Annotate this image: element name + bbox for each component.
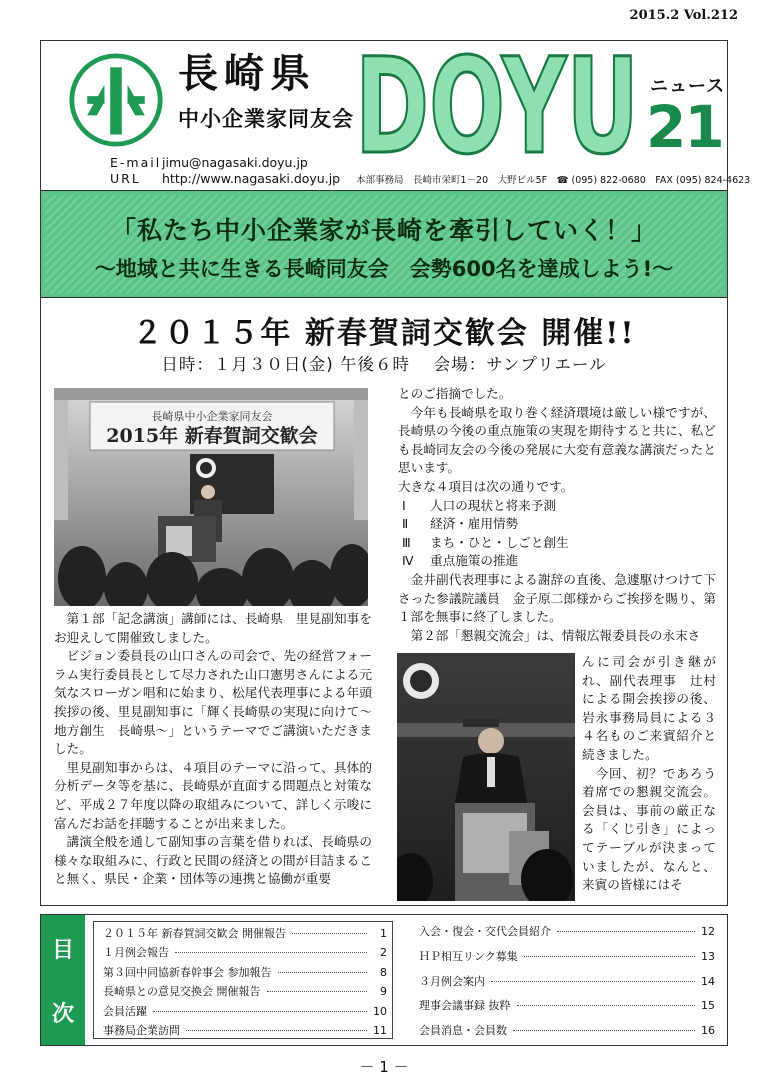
article-paragraph: 第２部「懇親交流会」は、情報広報委員長の永末さ xyxy=(410,627,701,643)
list-item: Ⅰ 人口の現状と将来予測 xyxy=(402,497,556,513)
toc-label-char-1: 目 xyxy=(51,938,74,963)
org-subtitle: 中小企業家同友会 xyxy=(178,107,354,131)
article-paragraph: ビジョン委員長の山口さんの司会で、先の経営フォーラム実行委員長として尽力された山口憲男さんによる元気なスローガン唱和に始まり、松尾代表理事による年頭挨拶の後、里見副知事に「輝く長崎県の実現に向けて～地方創生 長崎県～」というテーマでご講演いただきました。 xyxy=(54,648,372,757)
article-left-column xyxy=(54,610,372,889)
toc-item[interactable]: 第３回中同協新春幹事会 参加報告 8 xyxy=(103,965,387,979)
article-paragraph: 今回、初？であろう着席での懇親交流会。会員は、事前の厳正なる「くじ引き」によってテーブルが決まっていましたが、なんと、来賓の皆様にはそ xyxy=(582,765,716,893)
table-of-contents xyxy=(40,914,728,1046)
email-label: E-mail xyxy=(110,155,162,170)
article-wrap-column xyxy=(582,653,716,895)
toc-item[interactable]: ＨＰ相互リンク募集 13 xyxy=(419,949,715,963)
list-item: Ⅱ 経済・雇用情勢 xyxy=(402,516,519,532)
slogan-line-2: ～地域と共に生きる長崎同友会 会勢600名を達成しよう!～ xyxy=(94,257,674,281)
toc-left-list xyxy=(103,925,387,1041)
article-paragraph: んに司会が引き継がれ、副代表理事 辻村による開会挨拶の後、岩永事務局員による３４名ものご来賓紹介と続きました。 xyxy=(582,654,716,762)
doyukai-emblem-icon xyxy=(68,52,164,148)
banner-pattern xyxy=(45,195,723,293)
page-number: － 1 － xyxy=(359,1058,409,1076)
article-dateline: 日時：１月３０日(金) 午後６時 会場：サンプリエール xyxy=(161,355,607,374)
email-address[interactable]: jimu@nagasaki.doyu.jp xyxy=(162,155,308,170)
article-paragraph: 里見副知事からは、４項目のテーマに沿って、具体的分析データ等を基に、長崎県が直面する問題点と対策など、平成２７年度以降の取組みについて、詳しく示唆に富んだお話を拝聴することが出来ました。 xyxy=(54,759,372,831)
article-right-column xyxy=(398,385,716,645)
article-paragraph: 金井副代表理事による謝辞の直後、急遽駆けつけて下さった参議院議員 金子原二郎様からご挨拶を賜り、第１部を無事に終了しました。 xyxy=(398,571,716,625)
toc-label-char-2: 次 xyxy=(51,1002,74,1027)
article-paragraph: 第１部「記念講演」講師には、長崎県 里見副知事をお迎えして開催致しました。 xyxy=(54,611,372,645)
article-paragraph: 講演全般を通して副知事の言葉を借りれば、長崎県の様々な取組みに、行政と民間の経済との間が目詰まること無く、県民・企業・団体等の連携と協働が重要 xyxy=(54,834,372,887)
website-url[interactable]: http://www.nagasaki.doyu.jp xyxy=(162,171,341,186)
article-paragraph: 大きな４項目は次の通りです。 xyxy=(398,478,574,494)
event-photo-main xyxy=(54,388,368,606)
issue-label: 2015.2 Vol.212 xyxy=(629,8,738,23)
slogan-line-1: 「私たち中小企業家が長崎を牽引していく！」 xyxy=(110,216,657,245)
toc-item[interactable]: １月例会報告 2 xyxy=(103,946,387,960)
toc-item[interactable]: 理事会議事録 抜粋 15 xyxy=(419,999,715,1013)
toc-item[interactable]: 会員消息・会員数 16 xyxy=(419,1024,715,1038)
doyu-logo-text: DOYU xyxy=(355,44,639,162)
issue-number: 21 xyxy=(646,93,723,161)
photo-sign-line-1: 長崎県中小企業家同友会 xyxy=(151,410,273,423)
org-title: 長崎県 xyxy=(178,50,316,97)
article-headline: ２０１５年 新春賀詞交歓会 開催!! xyxy=(132,316,636,351)
toc-item[interactable]: 事務局企業訪問 11 xyxy=(103,1023,387,1037)
toc-item[interactable]: 長崎県との意見交換会 開催報告 9 xyxy=(103,985,387,999)
list-item: Ⅳ 重点施策の推進 xyxy=(402,553,519,569)
slogan-banner xyxy=(41,190,727,298)
toc-item[interactable]: 会員活躍 10 xyxy=(103,1004,387,1018)
topic-list xyxy=(398,497,716,571)
article-paragraph: 今年も長崎県を取り巻く経済環境は厳しい様ですが、長崎県の今後の重点施策の実現を期待すると共に、私ども長崎同友会の今後の発展に大変有意義な講演だったと思います。 xyxy=(398,404,716,476)
event-photo-speaker xyxy=(397,653,575,901)
news-label: ニュース xyxy=(650,76,726,97)
office-address: 本部事務局 長崎市栄町1－20 大野ビル5F ☎ (095) 822-0680 FAX (095) 824-4623 xyxy=(356,175,751,186)
doyu-logotype xyxy=(352,44,642,162)
toc-right-list xyxy=(419,923,715,1047)
photo-sign-line-2: 2015年 新春賀詞交歓会 xyxy=(106,425,318,447)
toc-item[interactable]: ３月例会案内 14 xyxy=(419,974,715,988)
list-item: Ⅲ まち・ひと・しごと創生 xyxy=(402,534,569,550)
toc-side-label xyxy=(41,915,85,1045)
contact-block xyxy=(110,155,340,187)
toc-item[interactable]: 入会・復会・交代会員紹介 12 xyxy=(419,925,715,938)
article-paragraph: とのご指摘でした。 xyxy=(398,386,512,401)
url-label: URL xyxy=(110,171,141,186)
toc-item[interactable]: ２０１５年 新春賀詞交歓会 開催報告 1 xyxy=(103,927,387,940)
